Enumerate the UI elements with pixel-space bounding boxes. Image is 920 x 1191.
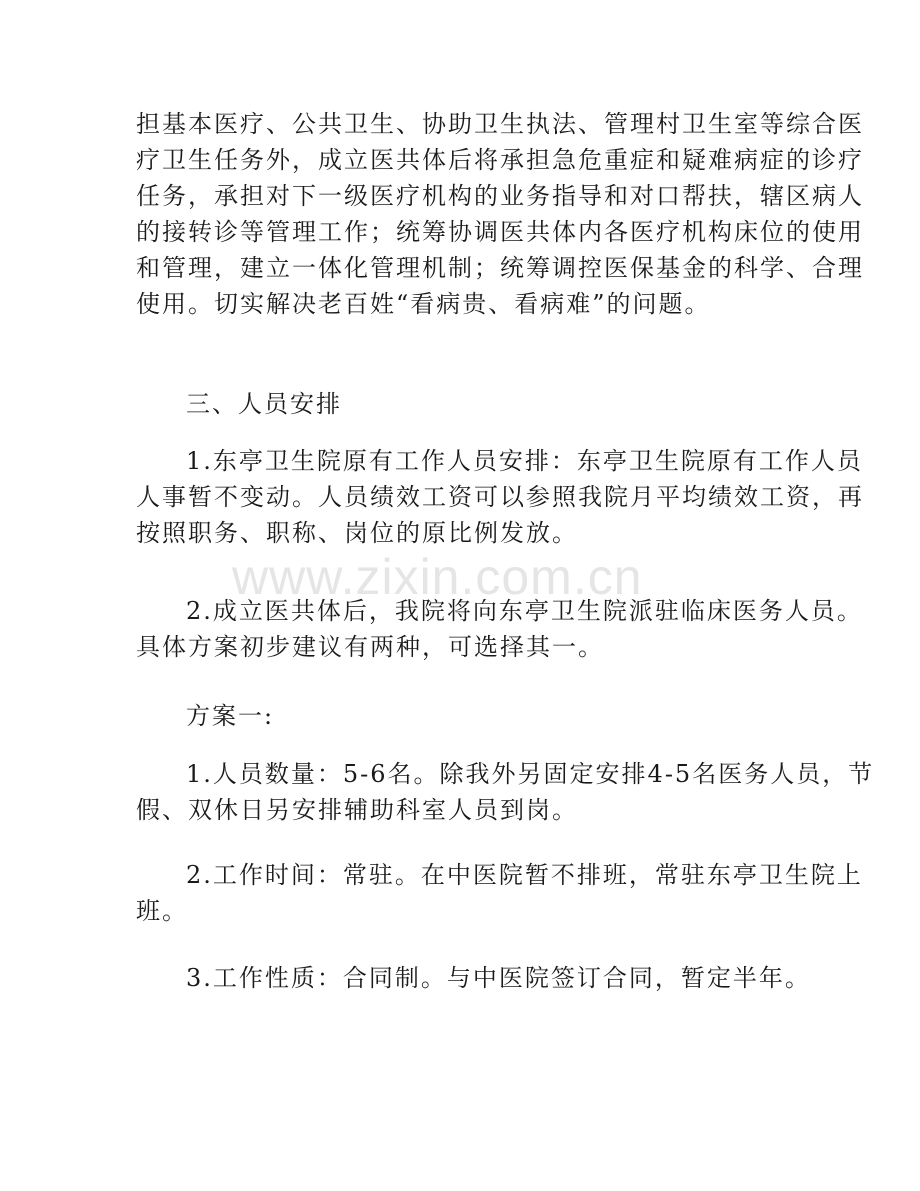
paragraph-item-1-staff-arrangement <box>136 443 864 551</box>
text-line: 按照职务、职称、岗位的原比例发放。 <box>136 519 578 547</box>
text-line: 任务，承担对下一级医疗机构的业务指导和对口帮扶，辖区病人 <box>136 182 864 210</box>
text-line: 担基本医疗、公共卫生、协助卫生执法、管理村卫生室等综合医 <box>136 110 864 138</box>
text-line: 人事暂不变动。人员绩效工资可以参照我院月平均绩效工资，再 <box>136 483 864 511</box>
text-line: 1.东亭卫生院原有工作人员安排：东亭卫生院原有工作人员 <box>186 447 863 475</box>
section-heading-staffing: 三、人员安排 <box>186 390 342 418</box>
text-line: 3.工作性质：合同制。与中医院签订合同，暂定半年。 <box>186 964 811 992</box>
plan-one-heading: 方案一: <box>186 702 275 730</box>
text-line: 具体方案初步建议有两种，可选择其一。 <box>136 633 604 661</box>
paragraph-plan1-working-time <box>136 857 863 929</box>
text-line: 假、双休日另安排辅助科室人员到岗。 <box>136 796 578 824</box>
text-line: 1.人员数量：5-6名。除我外另固定安排4-5名医务人员，节 <box>186 760 875 788</box>
site-watermark: www.zixin.com.cn <box>232 549 643 605</box>
text-line: 和管理，建立一体化管理机制；统筹调控医保基金的科学、合理 <box>136 254 864 282</box>
paragraph-item-2-dispatch <box>136 593 863 665</box>
paragraph-plan1-work-nature <box>136 960 811 996</box>
text-line: 班。 <box>136 897 188 925</box>
text-line: 使用。切实解决老百姓“看病贵、看病难”的问题。 <box>136 290 711 318</box>
paragraph-duties-continued <box>136 106 864 322</box>
text-line: 疗卫生任务外，成立医共体后将承担急危重症和疑难病症的诊疗 <box>136 146 864 174</box>
text-line: 的接转诊等管理工作；统筹协调医共体内各医疗机构床位的使用 <box>136 218 864 246</box>
text-line: 2.成立医共体后，我院将向东亭卫生院派驻临床医务人员。 <box>186 597 863 625</box>
paragraph-plan1-headcount <box>136 756 875 828</box>
text-line: 2.工作时间：常驻。在中医院暂不排班，常驻东亭卫生院上 <box>186 861 863 889</box>
